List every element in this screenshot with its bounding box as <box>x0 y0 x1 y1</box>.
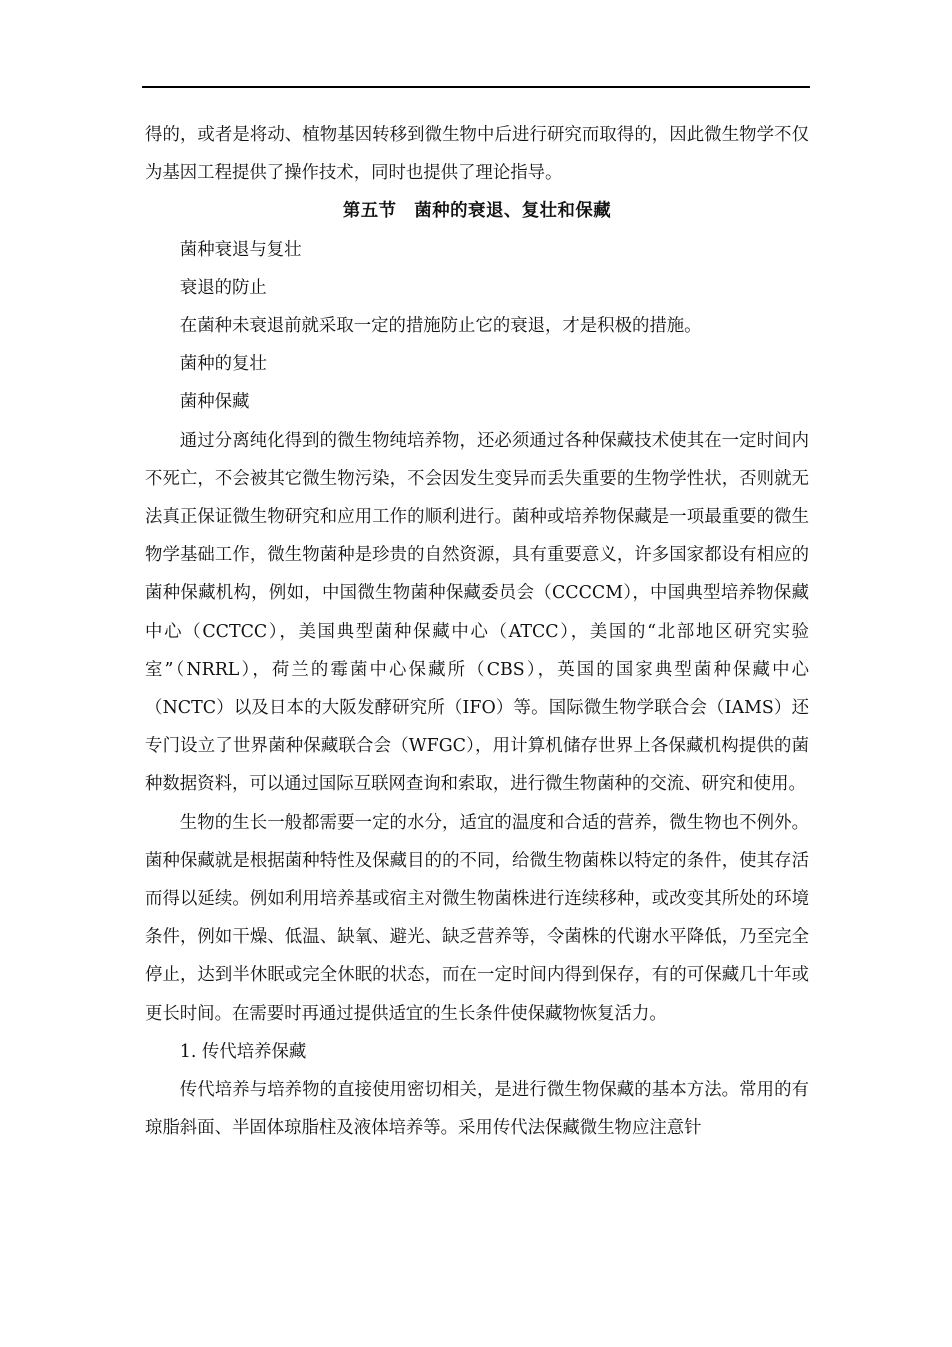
section-heading: 第五节 菌种的衰退、复壮和保藏 <box>342 201 612 222</box>
subheading-strain-degeneration: 菌种衰退与复壮 <box>179 239 302 260</box>
paragraph-preservation-principle: 生物的生长一般都需要一定的水分，适宜的温度和合适的营养，微生物也不例外。菌种保藏就是根据菌种特性及保藏目的的不同，给微生物菌株以特定的条件，使其存活而得以延续。例如利用培养基或宿主对微生物菌株进行连续移种，或改变其所处的环境条件，例如干燥、低温、缺氧、避光、缺乏营养等，令菌株的代谢水平降低，乃至完全停止，达到半休眠或完全休眠的状态，而在一定时间内得到保存，有的可保藏几十年或更长时间。在需要时再通过提供适宜的生长条件使保藏物恢复活力。 <box>145 812 809 1024</box>
paragraph-preservation-institutions: 通过分离纯化得到的微生物纯培养物，还必须通过各种保藏技术使其在一定时间内不死亡，不会被其它微生物污染，不会因发生变异而丢失重要的生物学性状，否则就无法真正保证微生物研究和应用工作的顺利进行。菌种或培养物保藏是一项最重要的微生物学基础工作，微生物菌种是珍贵的自然资源，具有重要意义，许多国家都设有相应的菌种保藏机构，例如，中国微生物菌种保藏委员会（CCCCM），中国典型培养物保藏中心（CCTCC），美国典型菌种保藏中心（ATCC），美国的“北部地区研究实验室”（NRRL），荷兰的霉菌中心保藏所（CBS），英国的国家典型菌种保藏中心（NCTC）以及日本的大阪发酵研究所（IFO）等。国际微生物学联合会（IAMS）还专门设立了世界菌种保藏联合会（WFGC），用计算机储存世界上各保藏机构提供的菌种数据资料，可以通过国际互联网查询和索取，进行微生物菌种的交流、研究和使用。 <box>145 430 809 795</box>
paragraph-prevention: 在菌种未衰退前就采取一定的措施防止它的衰退，才是积极的措施。 <box>179 316 702 337</box>
subheading-degeneration-prevention: 衰退的防止 <box>179 277 267 298</box>
subheading-rejuvenation: 菌种的复壮 <box>179 354 267 375</box>
subheading-subculture: 1. 传代培养保藏 <box>179 1041 307 1062</box>
document-body <box>145 116 809 1147</box>
header-rule <box>142 86 810 88</box>
subheading-preservation: 菌种保藏 <box>179 392 250 413</box>
paragraph-continued: 得的，或者是将动、植物基因转移到微生物中后进行研究而取得的，因此微生物学不仅为基因工程提供了操作技术，同时也提供了理论指导。 <box>145 125 809 184</box>
paragraph-subculture: 传代培养与培养物的直接使用密切相关，是进行微生物保藏的基本方法。常用的有琼脂斜面、半固体琼脂柱及液体培养等。采用传代法保藏微生物应注意针 <box>145 1080 809 1139</box>
